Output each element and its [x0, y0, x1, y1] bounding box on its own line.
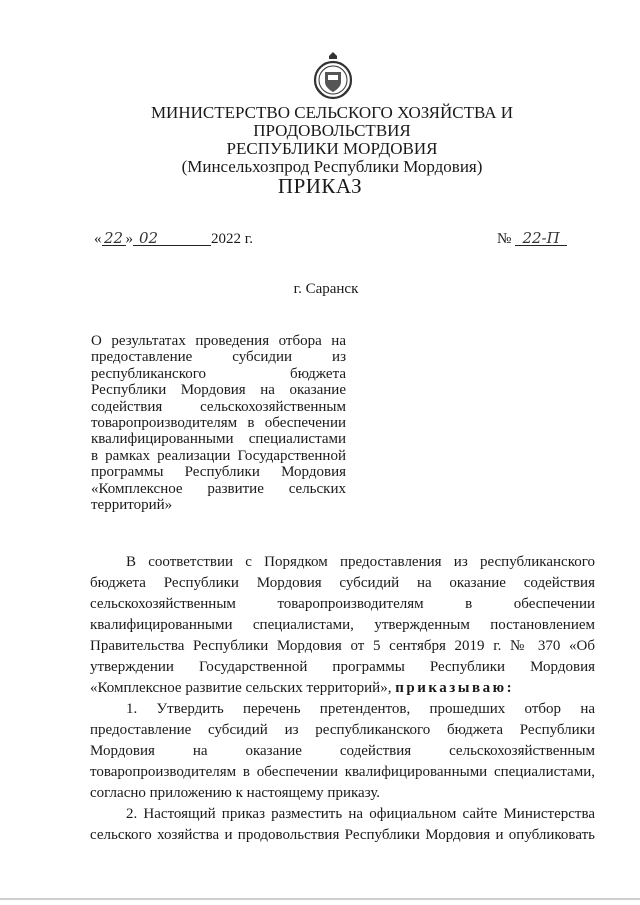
body-line: В соответствии с Порядком предоставления из республиканского [126, 554, 595, 570]
coat-of-arms-icon [312, 50, 354, 102]
subject-line: Республики Мордовия на оказание [91, 382, 346, 399]
clause-line: согласно приложению к настоящему приказу. [90, 785, 381, 801]
clause-line: Мордовия на оказание содействия сельскохозяйственным [90, 743, 595, 759]
date-day: 22 [102, 231, 126, 246]
number-label: № [497, 231, 512, 247]
ministry-short-name: (Минсельхозпрод Республики Мордовия) [181, 157, 483, 176]
body-line: «Комплексное развитие сельских территорий», [90, 680, 392, 696]
body-line: бюджета Республики Мордовия субсидий на оказание содействия [90, 575, 595, 591]
subject-line: программы Республики Мордовия [91, 464, 346, 481]
date-month: 02 [133, 231, 211, 246]
document-type-title: ПРИКАЗ [277, 174, 363, 198]
date-open-quote: « [94, 231, 102, 247]
subject-line: предоставление субсидии из [91, 349, 346, 366]
subject-line: содействия сельскохозяйственным [91, 398, 346, 415]
order-subject [91, 333, 346, 513]
order-body [90, 552, 595, 846]
ministry-header [90, 104, 574, 176]
ministry-name-line2: РЕСПУБЛИКИ МОРДОВИЯ [226, 139, 438, 158]
ministry-name-line1: МИНИСТЕРСТВО СЕЛЬСКОГО ХОЗЯЙСТВА И ПРОДОВОЛЬСТВИЯ [150, 103, 514, 140]
body-line: квалифицированными специалистами, утвержденным постановлением [90, 617, 595, 633]
city-line: г. Саранск [293, 281, 359, 297]
date-year: 2022 г. [211, 231, 253, 247]
clause-line: 1. Утвердить перечень претендентов, прошедших отбор на [126, 701, 595, 717]
subject-line: квалифицированными специалистами [91, 431, 346, 448]
clause-line: сельского хозяйства и продовольствия Республики Мордовия и опубликовать [90, 827, 595, 843]
body-line: Правительства Республики Мордовия от 5 сентября 2019 г. № 370 «Об [90, 638, 595, 654]
page-bottom-edge [0, 898, 640, 900]
number-value: 22-П [515, 231, 567, 246]
document-number [497, 231, 567, 248]
subject-line: товаропроизводителям в обеспечении [91, 414, 346, 431]
body-line-with-order [90, 678, 595, 699]
date-close-quote: » [125, 231, 133, 247]
body-line: сельскохозяйственным товаропроизводителям в обеспечении [90, 596, 595, 612]
subject-line: территорий» [91, 496, 173, 513]
subject-line: «Комплексное развитие сельских [91, 480, 346, 497]
body-line: утверждении Государственной программы Республики Мордовия [90, 659, 595, 675]
order-word: приказываю: [395, 680, 515, 696]
clause-line: товаропроизводителям в обеспечении квалифицированными специалистами, [90, 764, 595, 780]
subject-line: в рамках реализации Государственной [91, 447, 346, 464]
subject-line: О результатах проведения отбора на [91, 333, 346, 349]
document-date [94, 231, 253, 248]
clause-line: предоставление субсидий из республиканского бюджета Республики [90, 722, 595, 738]
clause-line: 2. Настоящий приказ разместить на официальном сайте Министерства [126, 806, 595, 822]
subject-line: республиканского бюджета [91, 365, 346, 382]
